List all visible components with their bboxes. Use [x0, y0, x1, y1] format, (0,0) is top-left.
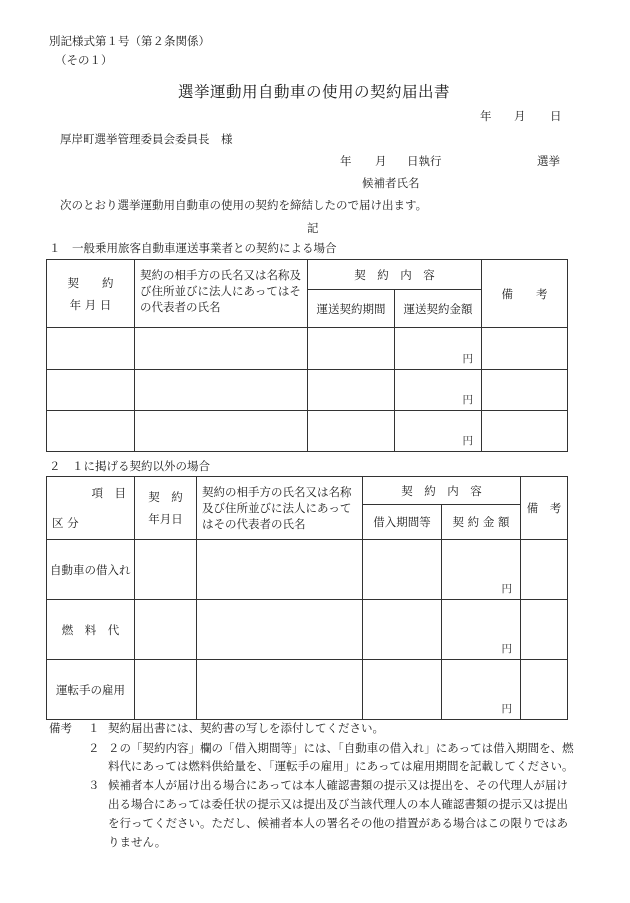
s1-r3-remarks-cell[interactable] — [482, 411, 568, 452]
s2-r3-party-cell[interactable] — [197, 660, 363, 720]
table-row — [47, 328, 568, 370]
s1-r2-period-cell[interactable] — [308, 370, 395, 411]
s1-header-contract-date — [47, 260, 135, 328]
s2-r2-amount-cell[interactable] — [442, 600, 521, 660]
yen-unit: 円 — [462, 353, 473, 365]
section2-heading: ２ １に掲げる契約以外の場合 — [49, 459, 210, 473]
s2-r3-period-cell[interactable] — [363, 660, 442, 720]
s1-header-party — [135, 260, 308, 328]
s1-col-period: 運送契約期間 — [308, 290, 395, 328]
s2-col-date: 年月日 — [148, 512, 183, 526]
s1-col-contract: 契 約 — [67, 275, 114, 290]
s1-r2-remarks-cell[interactable] — [482, 370, 568, 411]
s2-r2-party-cell[interactable] — [197, 600, 363, 660]
s1-r3-amount-cell[interactable] — [395, 411, 482, 452]
s1-col-details: 契 約 内 容 — [308, 260, 482, 290]
note-3-line-1: 候補者本人が届け出る場合にあっては本人確認書類の提示又は提出を、その代理人が届け — [108, 778, 568, 792]
note-1-number: １ — [88, 721, 100, 735]
table-row — [47, 370, 568, 411]
s2-r2-date-cell[interactable] — [135, 600, 197, 660]
date-month: 月 — [514, 109, 526, 123]
s1-col-date: 年 月 日 — [69, 297, 112, 312]
s2-r3-remarks-cell[interactable] — [521, 660, 568, 720]
form-number: 別記様式第１号（第２条関係） — [49, 34, 210, 48]
note-3-line-4: りません。 — [108, 835, 167, 849]
s2-r1-date-cell[interactable] — [135, 540, 197, 600]
date-year: 年 — [480, 109, 492, 123]
s2-header-contract-date — [135, 477, 197, 540]
s2-col-remarks: 備 考 — [521, 477, 568, 540]
s2-row-label-fuel: 燃 料 代 — [47, 600, 135, 660]
s2-r3-amount-cell[interactable] — [442, 660, 521, 720]
s1-r2-party-cell[interactable] — [135, 370, 308, 411]
s1-r1-amount-cell[interactable] — [395, 328, 482, 370]
s2-col-party: 契約の相手方の氏名又は名称及び住所並びに法人にあってはその代表者の氏名 — [202, 485, 352, 531]
note-3-number: ３ — [88, 778, 100, 792]
s1-col-remarks: 備 考 — [482, 260, 568, 328]
s1-r1-party-cell[interactable] — [135, 328, 308, 370]
s2-header-item-category — [47, 477, 135, 540]
note-2-number: ２ — [88, 741, 100, 755]
table-row — [47, 411, 568, 452]
yen-unit: 円 — [501, 703, 512, 715]
s2-col-amount: 契 約 金 額 — [442, 505, 521, 540]
section1-heading: １ 一般乗用旅客自動車運送事業者との契約による場合 — [49, 241, 337, 255]
s1-r2-date-cell[interactable] — [47, 370, 135, 411]
s1-r3-period-cell[interactable] — [308, 411, 395, 452]
s2-r3-date-cell[interactable] — [135, 660, 197, 720]
date-day: 日 — [550, 109, 562, 123]
s1-r3-date-cell[interactable] — [47, 411, 135, 452]
addressee: 厚岸町選挙管理委員会委員長 様 — [60, 132, 233, 146]
s2-col-category: 区 分 — [52, 516, 79, 530]
note-1-text: 契約届出書には、契約書の写しを添付してください。 — [108, 721, 384, 735]
s2-r2-remarks-cell[interactable] — [521, 600, 568, 660]
note-2-line-2: 料代にあっては燃料供給量を、「運転手の雇用」にあっては雇用期間を記載してください。 — [108, 759, 574, 773]
table-row — [47, 540, 568, 600]
s2-col-item: 項 目 — [91, 486, 126, 500]
s2-col-period: 借入期間等 — [363, 505, 442, 540]
s2-row-label-driver: 運転手の雇用 — [47, 660, 135, 720]
election-month: 月 — [375, 154, 387, 168]
s2-col-details: 契 約 内 容 — [363, 477, 521, 505]
section1-table — [46, 259, 568, 452]
table-row — [47, 600, 568, 660]
yen-unit: 円 — [462, 435, 473, 447]
note-3-line-3: を行ってください。ただし、候補者本人の署名その他の措置がある場合はこの限りではあ — [108, 816, 568, 830]
s1-r3-party-cell[interactable] — [135, 411, 308, 452]
form-sub-number: （その１） — [55, 53, 113, 67]
election-year: 年 — [340, 154, 352, 168]
s1-col-amount: 運送契約金額 — [395, 290, 482, 328]
s2-r1-period-cell[interactable] — [363, 540, 442, 600]
s1-col-party: 契約の相手方の氏名又は名称及び住所並びに法人にあってはその代表者の氏名 — [140, 268, 301, 314]
election-suffix: 選挙 — [537, 154, 560, 168]
s1-r1-remarks-cell[interactable] — [482, 328, 568, 370]
note-2-line-1: ２の「契約内容」欄の「借入期間等」には、「自動車の借入れ」にあっては借入期間を、燃 — [108, 741, 574, 755]
intro-text: 次のとおり選挙運動用自動車の使用の契約を締結したので届け出ます。 — [60, 198, 428, 212]
yen-unit: 円 — [501, 583, 512, 595]
s1-r1-date-cell[interactable] — [47, 328, 135, 370]
page-title: 選挙運動用自動車の使用の契約届出書 — [178, 83, 451, 101]
election-day: 日執行 — [407, 154, 442, 168]
s2-header-party — [197, 477, 363, 540]
candidate-name-label: 候補者氏名 — [362, 176, 420, 190]
notes-label: 備考 — [49, 721, 72, 735]
s2-r1-amount-cell[interactable] — [442, 540, 521, 600]
s1-r2-amount-cell[interactable] — [395, 370, 482, 411]
table-row — [47, 660, 568, 720]
note-3-line-2: 出る場合にあっては委任状の提示又は提出及び当該代理人の本人確認書類の提示又は提出 — [108, 797, 568, 811]
yen-unit: 円 — [501, 643, 512, 655]
s2-r1-remarks-cell[interactable] — [521, 540, 568, 600]
section2-table — [46, 476, 568, 720]
s2-col-contract: 契 約 — [148, 490, 183, 504]
s2-r1-party-cell[interactable] — [197, 540, 363, 600]
s1-r1-period-cell[interactable] — [308, 328, 395, 370]
yen-unit: 円 — [462, 394, 473, 406]
ki-marker: 記 — [307, 221, 319, 235]
s2-r2-period-cell[interactable] — [363, 600, 442, 660]
s2-row-label-car: 自動車の借入れ — [47, 540, 135, 600]
